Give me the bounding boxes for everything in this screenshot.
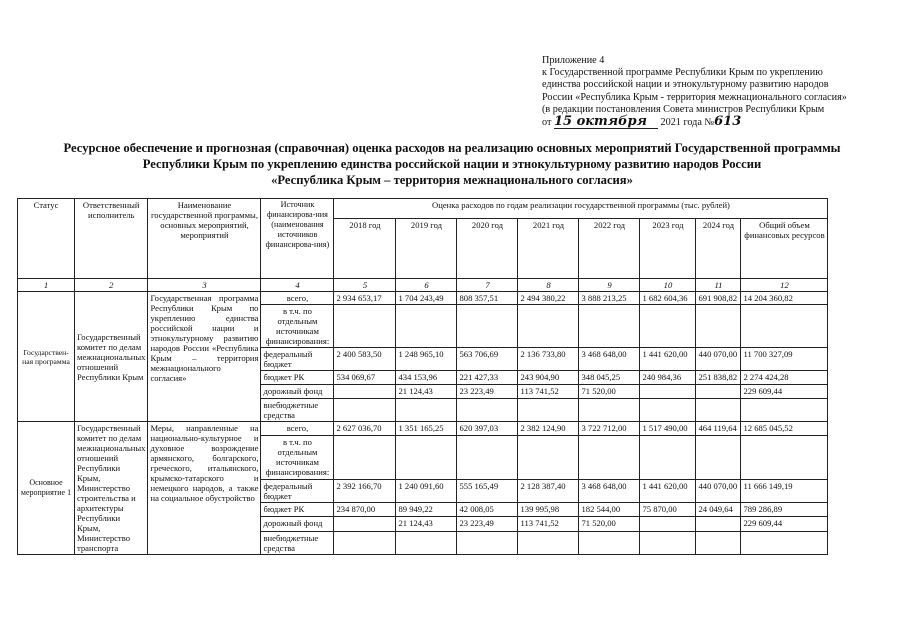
value-cell (518, 531, 579, 554)
source-cell: дорожный фонд (261, 517, 334, 531)
source-cell: федеральный бюджет (261, 348, 334, 371)
value-cell: 75 870,00 (640, 503, 696, 517)
value-cell: 534 069,67 (334, 371, 396, 385)
appendix-line: Приложение 4 (542, 55, 605, 66)
title-line: «Республика Крым – территория межнационального согласия» (271, 173, 633, 187)
value-cell: 113 741,52 (518, 385, 579, 399)
header-estimate: Оценка расходов по годам реализации государственной программы (тыс. рублей) (334, 199, 828, 219)
value-cell: 139 995,98 (518, 503, 579, 517)
header-status: Статус (18, 199, 75, 279)
name-cell: Меры, направленные на национально-культурное и духовное возрождение армянского, болгарского, греческого, итальянского, крымско-татарского и немецкого народов, а также на социальное обустройство (148, 422, 261, 555)
column-number: 4 (261, 279, 334, 292)
value-cell: 2 627 036,70 (334, 422, 396, 436)
column-number: 8 (518, 279, 579, 292)
value-cell (640, 517, 696, 531)
value-cell (579, 531, 640, 554)
value-cell (696, 305, 741, 348)
column-number: 9 (579, 279, 640, 292)
value-cell: 14 204 360,82 (741, 292, 828, 305)
value-cell: 348 045,25 (579, 371, 640, 385)
value-cell (334, 385, 396, 399)
value-cell: 182 544,00 (579, 503, 640, 517)
value-cell: 2 934 653,17 (334, 292, 396, 305)
value-cell (334, 399, 396, 422)
header-total: Общий объем финансовых ресурсов (741, 219, 828, 279)
source-cell: внебюджетные средства (261, 531, 334, 554)
date-prefix: от (542, 117, 552, 129)
table-row (18, 422, 828, 436)
value-cell (696, 385, 741, 399)
header-year: 2018 год (334, 219, 396, 279)
value-cell: 23 223,49 (457, 517, 518, 531)
status-cell: Государствен-ная программа (18, 292, 75, 422)
value-cell: 3 722 712,00 (579, 422, 640, 436)
header-name: Наименование государственной программы, основных мероприятий, мероприятий (148, 199, 261, 279)
value-cell: 464 119,64 (696, 422, 741, 436)
source-cell: дорожный фонд (261, 385, 334, 399)
value-cell (741, 305, 828, 348)
value-cell: 71 520,00 (579, 385, 640, 399)
value-cell: 71 520,00 (579, 517, 640, 531)
value-cell: 2 382 124,90 (518, 422, 579, 436)
value-cell (640, 385, 696, 399)
value-cell (640, 399, 696, 422)
column-number: 3 (148, 279, 261, 292)
value-cell (334, 531, 396, 554)
value-cell (640, 305, 696, 348)
value-cell: 1 704 243,49 (396, 292, 457, 305)
value-cell (396, 305, 457, 348)
value-cell: 2 494 380,22 (518, 292, 579, 305)
value-cell: 808 357,51 (457, 292, 518, 305)
source-cell: в т.ч. по отдельным источникам финансирования: (261, 436, 334, 480)
appendix-line: единства российской нации и этнокультурному развитию народов (542, 79, 829, 91)
value-cell (334, 517, 396, 531)
appendix-line: (в редакции постановления Совета министров Республики Крым (542, 103, 825, 115)
handwritten-date: 15 октября (554, 116, 658, 129)
value-cell (696, 517, 741, 531)
value-cell (457, 531, 518, 554)
value-cell (741, 436, 828, 480)
value-cell: 229 609,44 (741, 385, 828, 399)
value-cell (334, 436, 396, 480)
value-cell: 789 286,89 (741, 503, 828, 517)
value-cell: 1 351 165,25 (396, 422, 457, 436)
value-cell: 24 049,64 (696, 503, 741, 517)
value-cell: 42 008,05 (457, 503, 518, 517)
value-cell: 440 070,00 (696, 348, 741, 371)
value-cell (579, 399, 640, 422)
appendix-header (542, 55, 892, 129)
value-cell: 113 741,52 (518, 517, 579, 531)
source-cell: федеральный бюджет (261, 479, 334, 502)
value-cell (579, 436, 640, 480)
column-number: 10 (640, 279, 696, 292)
resource-table (17, 198, 828, 555)
value-cell: 2 400 583,50 (334, 348, 396, 371)
source-cell: в т.ч. по отдельным источникам финансирования: (261, 305, 334, 348)
value-cell (640, 531, 696, 554)
column-number: 12 (741, 279, 828, 292)
column-number: 2 (75, 279, 148, 292)
name-cell: Государственная программа Республики Крым по укреплению единства российской нации и этнокультурному развитию народов России «Республика Крым – территория межнационального согласия» (148, 292, 261, 422)
header-year: 2021 год (518, 219, 579, 279)
value-cell (457, 399, 518, 422)
title-line: Республики Крым по укреплению единства российской нации и этнокультурному развитию народов России (142, 157, 762, 171)
value-cell: 1 240 091,60 (396, 479, 457, 502)
value-cell: 89 949,22 (396, 503, 457, 517)
value-cell: 1 441 620,00 (640, 348, 696, 371)
value-cell (696, 399, 741, 422)
value-cell: 234 870,00 (334, 503, 396, 517)
source-cell: всего, (261, 422, 334, 436)
value-cell: 691 908,82 (696, 292, 741, 305)
value-cell: 12 685 045,52 (741, 422, 828, 436)
value-cell: 251 838,82 (696, 371, 741, 385)
source-cell: всего, (261, 292, 334, 305)
header-executor: Ответственный исполнитель (75, 199, 148, 279)
value-cell (396, 399, 457, 422)
appendix-date-line (542, 116, 892, 129)
executor-cell: Государственный комитет по делам межнациональных отношений Республики Крым, Министерство строительства и архитектуры Республики Крым, Министерство транспорта (75, 422, 148, 555)
appendix-line: к Государственной программе Республики Крым по укреплению (542, 67, 823, 79)
header-year: 2024 год (696, 219, 741, 279)
value-cell: 440 070,00 (696, 479, 741, 502)
document-title (20, 140, 884, 188)
value-cell: 555 165,49 (457, 479, 518, 502)
value-cell: 1 248 965,10 (396, 348, 457, 371)
date-year: 2021 года № (660, 117, 715, 129)
header-source: Источник финансирова-ния (наименования источников финансирова-ния) (261, 199, 334, 279)
value-cell: 3 888 213,25 (579, 292, 640, 305)
column-number: 11 (696, 279, 741, 292)
value-cell (518, 436, 579, 480)
value-cell: 2 128 387,40 (518, 479, 579, 502)
value-cell: 1 517 490,00 (640, 422, 696, 436)
value-cell (396, 436, 457, 480)
value-cell: 11 700 327,09 (741, 348, 828, 371)
header-year: 2019 год (396, 219, 457, 279)
value-cell: 21 124,43 (396, 517, 457, 531)
value-cell (334, 305, 396, 348)
value-cell: 1 441 620,00 (640, 479, 696, 502)
value-cell: 243 904,90 (518, 371, 579, 385)
value-cell: 229 609,44 (741, 517, 828, 531)
value-cell: 11 666 149,19 (741, 479, 828, 502)
appendix-line: России «Республика Крым - территория межнационального согласия» (542, 91, 847, 103)
value-cell (640, 436, 696, 480)
table-row (18, 292, 828, 305)
value-cell (741, 399, 828, 422)
value-cell: 2 274 424,28 (741, 371, 828, 385)
header-year: 2022 год (579, 219, 640, 279)
value-cell (457, 436, 518, 480)
column-number: 6 (396, 279, 457, 292)
value-cell (579, 305, 640, 348)
header-year: 2023 год (640, 219, 696, 279)
value-cell: 1 682 604,36 (640, 292, 696, 305)
value-cell: 563 706,69 (457, 348, 518, 371)
source-cell: бюджет РК (261, 371, 334, 385)
status-cell: Основное мероприятие 1 (18, 422, 75, 555)
value-cell: 240 984,36 (640, 371, 696, 385)
value-cell: 434 153,96 (396, 371, 457, 385)
value-cell (741, 531, 828, 554)
value-cell (518, 399, 579, 422)
handwritten-number: 613 (714, 114, 742, 130)
column-number: 5 (334, 279, 396, 292)
executor-cell: Государственный комитет по делам межнациональных отношений Республики Крым (75, 292, 148, 422)
value-cell (696, 436, 741, 480)
value-cell (396, 531, 457, 554)
value-cell: 620 397,03 (457, 422, 518, 436)
value-cell: 3 468 648,00 (579, 348, 640, 371)
header-year: 2020 год (457, 219, 518, 279)
value-cell: 21 124,43 (396, 385, 457, 399)
column-number: 7 (457, 279, 518, 292)
title-line: Ресурсное обеспечение и прогнозная (справочная) оценка расходов на реализацию основных мероприятий Государственной программы (63, 141, 841, 155)
value-cell: 2 392 166,70 (334, 479, 396, 502)
value-cell: 3 468 648,00 (579, 479, 640, 502)
source-cell: бюджет РК (261, 503, 334, 517)
value-cell (457, 305, 518, 348)
column-number: 1 (18, 279, 75, 292)
value-cell: 221 427,33 (457, 371, 518, 385)
value-cell: 23 223,49 (457, 385, 518, 399)
source-cell: внебюджетные средства (261, 399, 334, 422)
value-cell (518, 305, 579, 348)
value-cell: 2 136 733,80 (518, 348, 579, 371)
value-cell (696, 531, 741, 554)
